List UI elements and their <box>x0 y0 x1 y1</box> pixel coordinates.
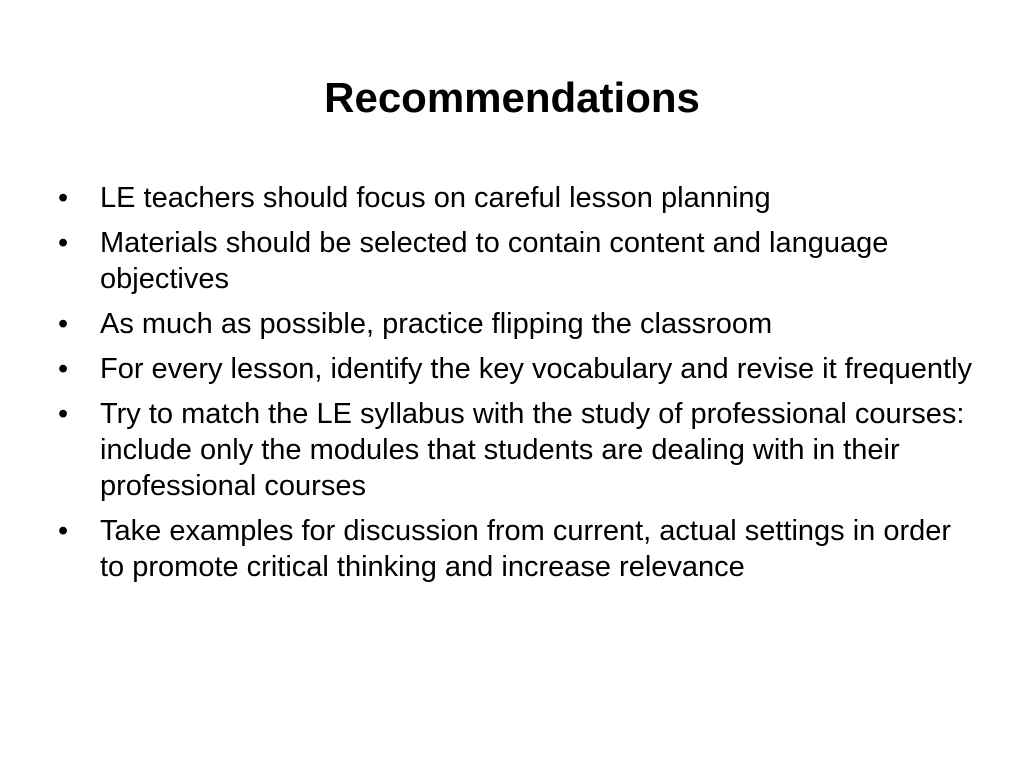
bullet-icon: • <box>58 398 69 430</box>
list-item <box>58 396 973 504</box>
bullet-icon: • <box>58 227 69 259</box>
bullet-text: Take examples for discussion from current, actual settings in order to promote critical thinking and increase relevance <box>100 515 952 583</box>
slide-title: Recommendations <box>324 74 700 121</box>
list-item <box>58 351 973 387</box>
bullet-list <box>58 180 973 594</box>
bullet-text: Try to match the LE syllabus with the study of professional courses: include only the modules that students are dealing with in their professional courses <box>100 398 965 502</box>
bullet-text: LE teachers should focus on careful lesson planning <box>100 182 771 214</box>
list-item <box>58 306 973 342</box>
bullet-icon: • <box>58 182 69 214</box>
list-item <box>58 513 973 585</box>
list-item <box>58 225 973 297</box>
list-item <box>58 180 973 216</box>
bullet-text: For every lesson, identify the key vocabulary and revise it frequently <box>100 353 973 385</box>
bullet-icon: • <box>58 515 69 547</box>
bullet-icon: • <box>58 353 69 385</box>
bullet-text: As much as possible, practice flipping the classroom <box>100 308 773 340</box>
bullet-icon: • <box>58 308 69 340</box>
bullet-text: Materials should be selected to contain content and language objectives <box>100 227 889 295</box>
